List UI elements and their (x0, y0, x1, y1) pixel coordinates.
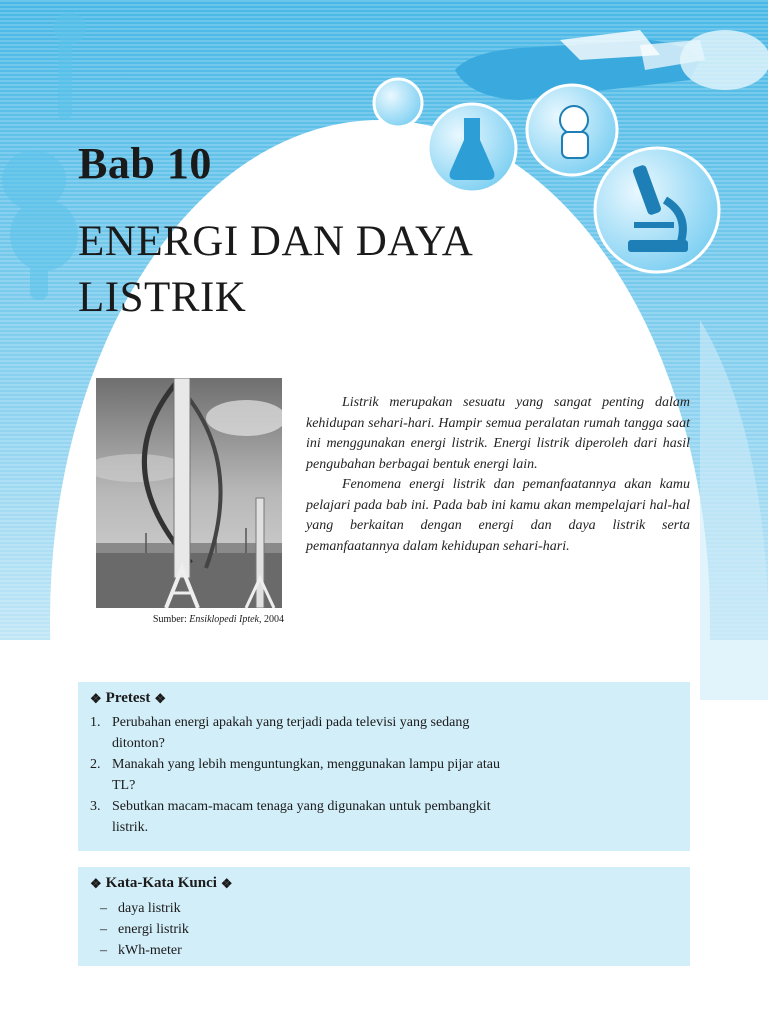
item-number: 1. (90, 715, 101, 730)
dash-bullet: – (100, 943, 107, 958)
item-text: Sebutkan macam-macam tenaga yang digunakan untuk pembangkit listrik. (112, 799, 491, 835)
diamond-icon: ❖ (90, 875, 102, 891)
wind-turbine-photo (96, 378, 282, 608)
caption-source: Ensiklopedi Iptek (189, 614, 259, 625)
intro-paragraph: Fenomena energi listrik dan pemanfaatannya akan kamu pelajari pada bab ini. Pada bab ini kamu akan mempelajari hal-hal yang berkaitan dengan energi dan daya listrik serta pemanfaatannya dalam kehidupan sehari-hari. (306, 477, 690, 554)
item-text: Perubahan energi apakah yang terjadi pada televisi yang sedang ditonton? (112, 715, 470, 751)
list-item (90, 940, 678, 961)
list-item (90, 797, 678, 838)
pretest-heading (90, 690, 678, 707)
keywords-heading (90, 875, 678, 892)
pretest-list (90, 713, 678, 838)
keywords-list (90, 898, 678, 961)
caption-prefix: Sumber: (152, 614, 190, 625)
list-item (90, 898, 678, 919)
caption-year: , 2004 (259, 614, 284, 625)
pretest-heading-label: Pretest (105, 690, 151, 706)
pretest-box (78, 682, 690, 851)
keywords-box (78, 867, 690, 966)
keyword: daya listrik (118, 901, 181, 916)
chapter-title: ENERGI DAN DAYA LISTRIK (78, 218, 471, 321)
chapter-number: Bab 10 (78, 139, 212, 188)
intro-text (306, 393, 690, 557)
keyword: energi listrik (118, 922, 189, 937)
diamond-icon: ❖ (154, 690, 167, 706)
list-item (90, 919, 678, 940)
list-item (90, 713, 678, 754)
photo-caption (96, 614, 284, 625)
item-text: Manakah yang lebih menguntungkan, menggunakan lampu pijar atau TL? (112, 757, 501, 793)
keyword: kWh-meter (118, 943, 182, 958)
intro-paragraph: Listrik merupakan sesuatu yang sangat penting dalam kehidupan sehari-hari. Hampir semua peralatan rumah tangga saat ini menggunakan energi listrik. Energi listrik diperoleh dari hasil pengubahan berbagai bentuk energi lain. (306, 395, 690, 472)
dash-bullet: – (100, 901, 107, 916)
dash-bullet: – (100, 922, 107, 937)
item-number: 3. (90, 799, 101, 814)
item-number: 2. (90, 757, 101, 772)
diamond-icon: ❖ (90, 690, 102, 706)
diamond-icon: ❖ (220, 875, 233, 891)
keywords-heading-label: Kata-Kata Kunci (105, 875, 217, 891)
list-item (90, 755, 678, 796)
